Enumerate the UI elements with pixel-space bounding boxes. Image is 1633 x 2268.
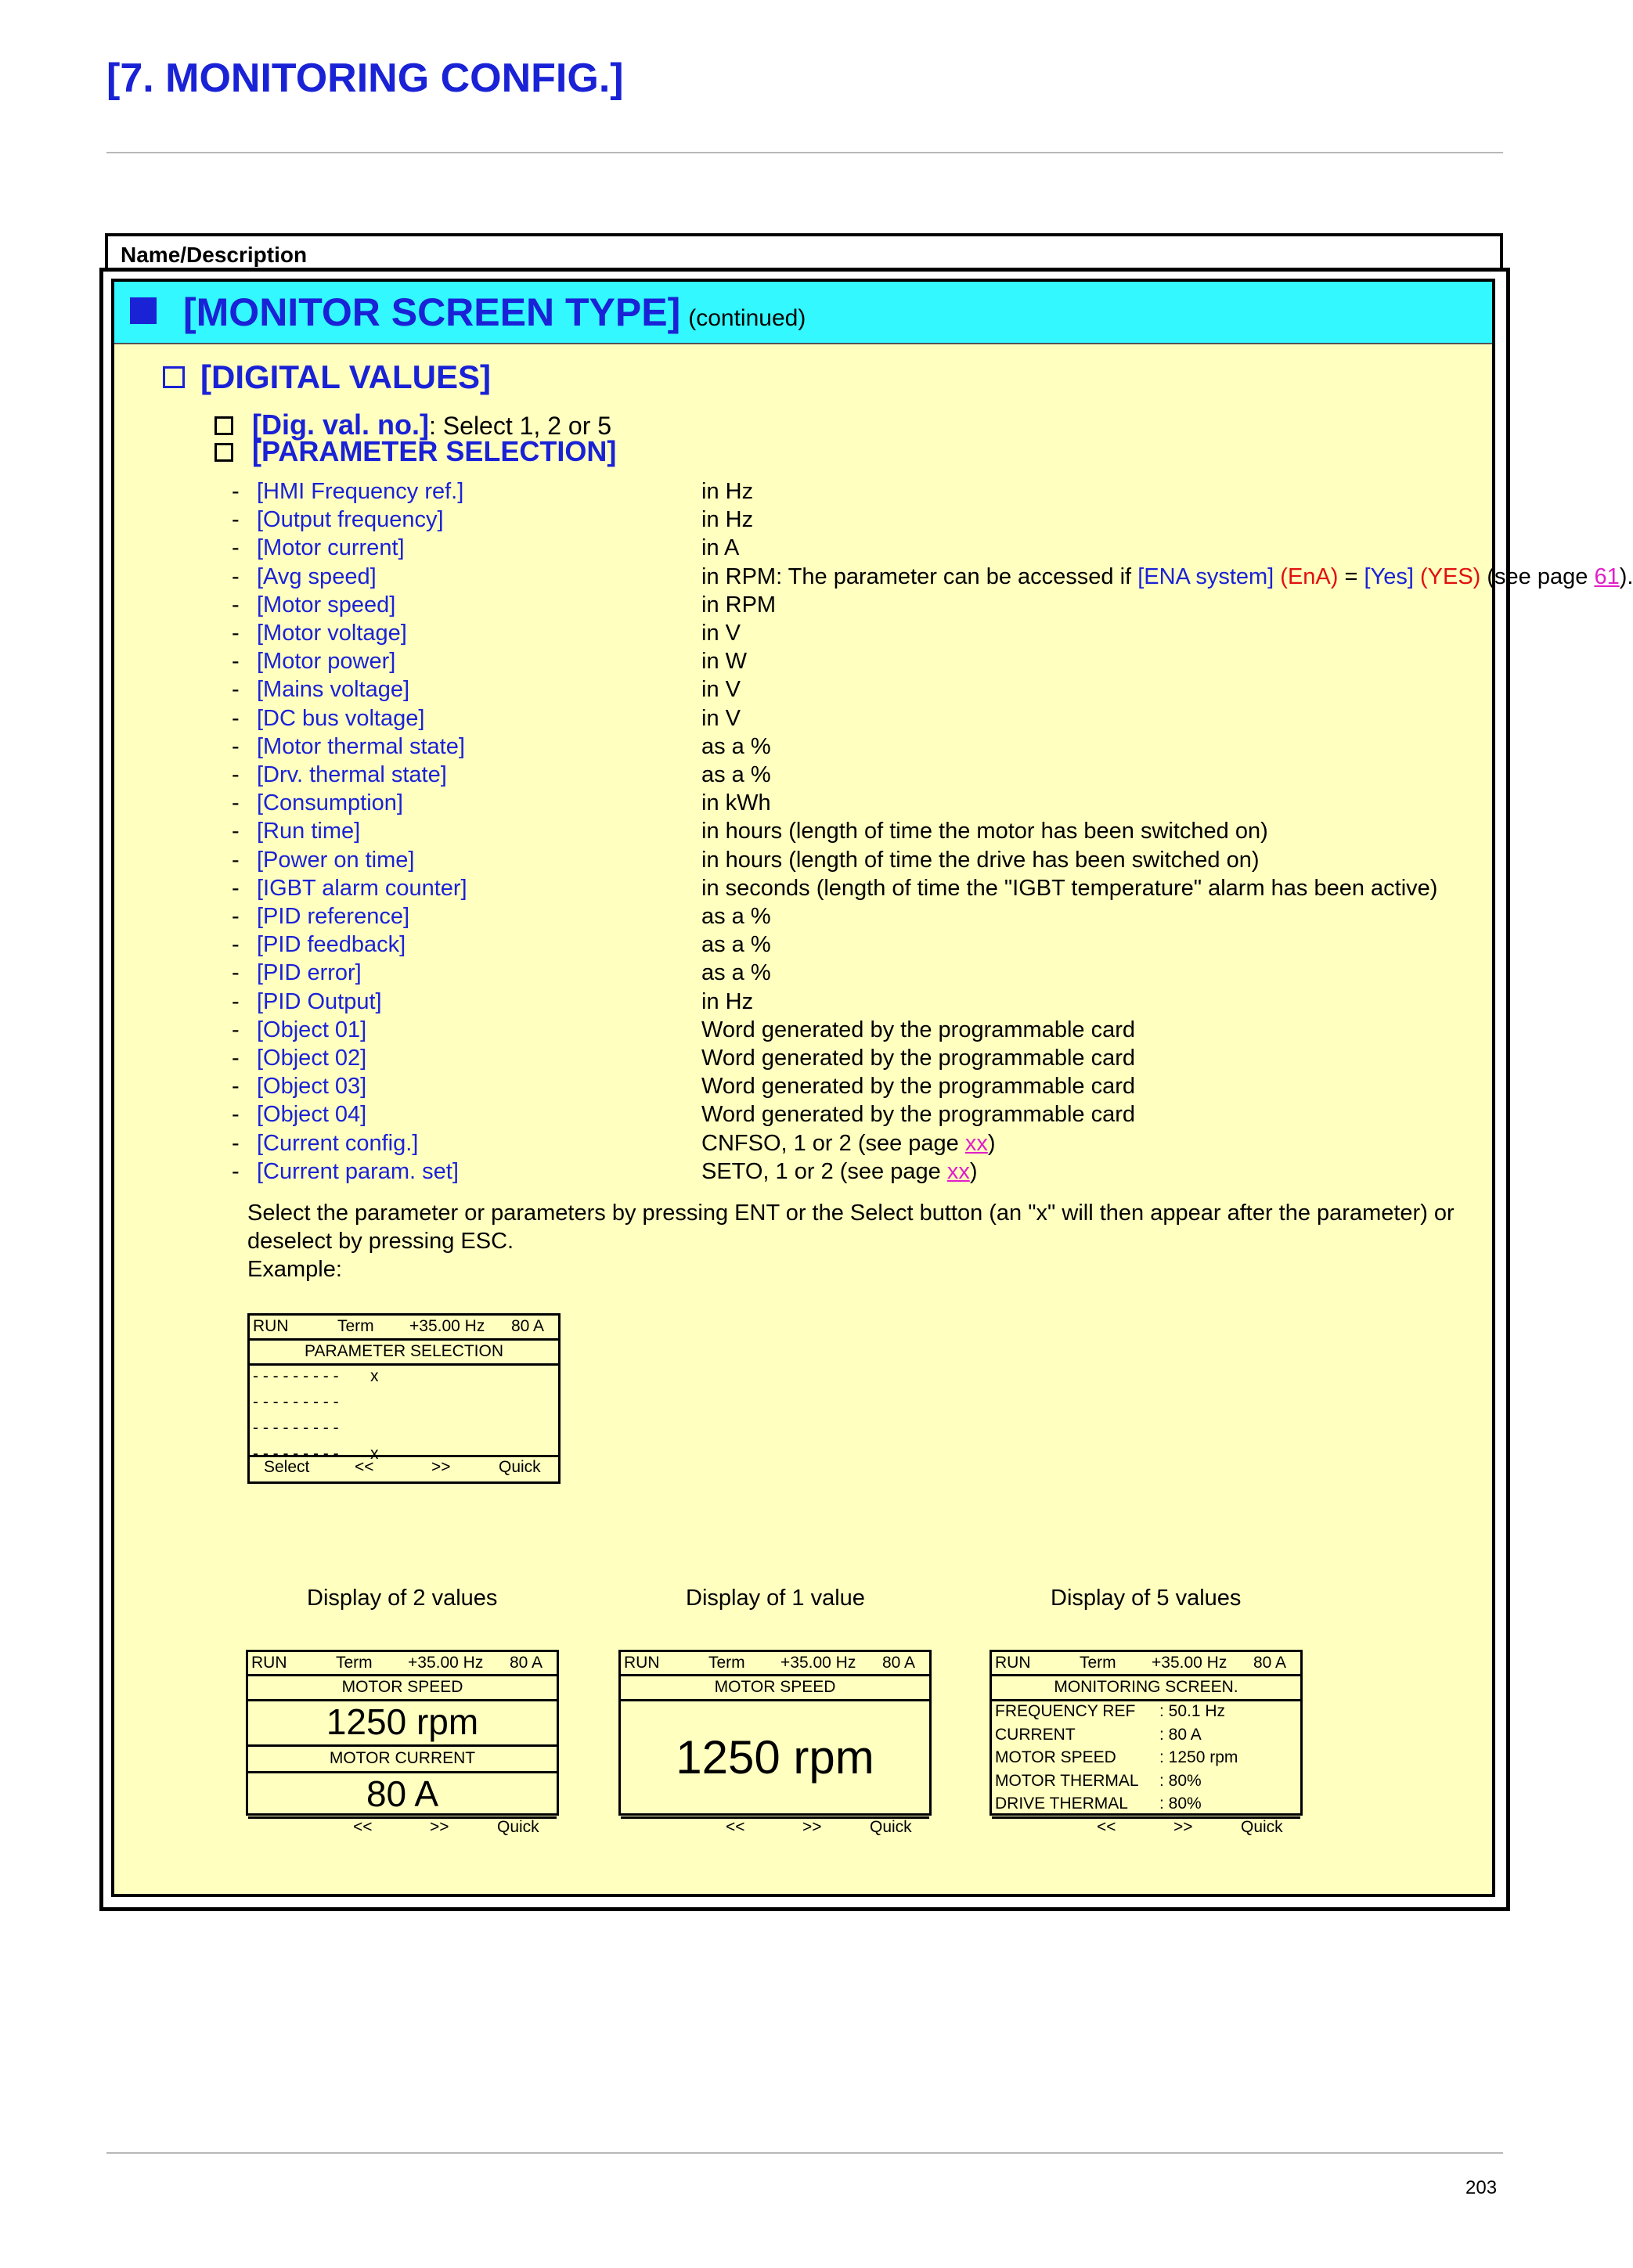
- page-link[interactable]: xx: [946, 1158, 970, 1184]
- subsection-title: [163, 358, 491, 396]
- parameter-name: [IGBT alarm counter]: [257, 875, 467, 901]
- display-divider: [992, 1674, 1300, 1676]
- description-text: in W: [701, 649, 747, 675]
- section-title: [183, 290, 806, 335]
- value-code: (YES): [1420, 563, 1481, 589]
- row-dash: -: [232, 1130, 240, 1156]
- next-softkey[interactable]: >>: [802, 1818, 822, 1836]
- parameter-name: [Mains voltage]: [257, 677, 410, 703]
- parameter-description: [701, 706, 741, 732]
- description-text: in seconds (length of time the "IGBT temperature" alarm has been active): [701, 875, 1438, 901]
- parameter-description: [701, 819, 1268, 844]
- display-term: Term: [337, 1317, 374, 1335]
- checkbox-icon: [214, 443, 233, 462]
- description-text: Word generated by the programmable card: [701, 1102, 1135, 1128]
- description-text: SETO, 1 or 2 (see page: [701, 1158, 947, 1184]
- next-softkey[interactable]: >>: [431, 1458, 451, 1476]
- description-text: in kWh: [701, 790, 771, 816]
- parameter-name: [Object 03]: [257, 1074, 367, 1100]
- parameter-name: [Object 04]: [257, 1102, 367, 1128]
- page-title: [7. MONITORING CONFIG.]: [106, 56, 624, 101]
- description-text: Word generated by the programmable card: [701, 1046, 1135, 1071]
- square-bullet-icon: [130, 297, 157, 324]
- closing-text: ): [969, 1158, 978, 1184]
- row-dash: -: [232, 988, 240, 1014]
- display-freq: +35.00 Hz: [408, 1654, 484, 1672]
- display-divider: [248, 1744, 557, 1747]
- display-amps: 80 A: [882, 1654, 916, 1672]
- closing-text: ).: [1619, 563, 1633, 589]
- monitor-label: MOTOR THERMAL: [995, 1771, 1139, 1790]
- row-dash: -: [232, 790, 240, 816]
- description-text: as a %: [701, 733, 771, 759]
- monitor-value: : 80 A: [1159, 1725, 1202, 1744]
- parameter-description: [701, 1131, 996, 1157]
- parameter-name: [Motor voltage]: [257, 621, 407, 646]
- value-readout: 80 A: [366, 1773, 439, 1814]
- row-dash: -: [232, 875, 240, 901]
- display-run: RUN: [624, 1654, 660, 1672]
- parameter-description: [701, 1074, 1135, 1100]
- parameter-name: [Output frequency]: [257, 507, 444, 533]
- row-dash: -: [232, 563, 240, 589]
- parameter-name: [PID Output]: [257, 988, 382, 1014]
- parameter-code: (EnA): [1280, 563, 1339, 589]
- quick-softkey[interactable]: Quick: [497, 1818, 539, 1836]
- instructions-example-label: Example:: [247, 1257, 342, 1282]
- parameter-name: [Object 01]: [257, 1017, 367, 1042]
- monitor-value: : 50.1 Hz: [1159, 1702, 1226, 1720]
- display-run: RUN: [995, 1654, 1031, 1672]
- parameter-name: [Current config.]: [257, 1130, 419, 1156]
- value-label: MOTOR SPEED: [714, 1678, 836, 1696]
- monitor-value: : 80%: [1159, 1795, 1202, 1813]
- description-text: as a %: [701, 904, 771, 929]
- parameter-name: [Avg speed]: [257, 563, 377, 589]
- row-dash: -: [232, 847, 240, 873]
- parameter-description: [701, 762, 771, 788]
- row-dash: -: [232, 677, 240, 703]
- display-divider: [992, 1699, 1300, 1701]
- parameter-description: [701, 621, 741, 646]
- monitor-label: FREQUENCY REF: [995, 1702, 1136, 1720]
- parameter-description: [701, 960, 771, 986]
- quick-softkey[interactable]: Quick: [870, 1818, 912, 1836]
- page-link[interactable]: xx: [964, 1130, 988, 1156]
- row-dash: -: [232, 904, 240, 929]
- parameter-description: [701, 848, 1260, 873]
- page-number: 203: [1465, 2177, 1498, 2198]
- parameter-name: [Current param. set]: [257, 1158, 459, 1184]
- value-readout: 1250 rpm: [326, 1701, 479, 1742]
- prev-softkey[interactable]: <<: [726, 1818, 745, 1836]
- prev-softkey[interactable]: <<: [353, 1818, 373, 1836]
- parameter-name: [PID reference]: [257, 904, 410, 929]
- monitor-label: DRIVE THERMAL: [995, 1795, 1128, 1813]
- description-text: in Hz: [701, 988, 754, 1014]
- option-name: [Dig. val. no.]: [252, 409, 430, 441]
- row-dash: -: [232, 960, 240, 986]
- display-divider: [621, 1699, 929, 1701]
- display-freq: +35.00 Hz: [780, 1654, 856, 1672]
- row-dash: -: [232, 1074, 240, 1100]
- description-text: in hours (length of time the motor has been switched on): [701, 819, 1268, 844]
- selected-mark: x: [370, 1367, 379, 1385]
- display-list-item: - - - - - - - - -: [253, 1367, 339, 1385]
- parameter-name: [Object 02]: [257, 1046, 367, 1071]
- description-text: in V: [701, 621, 741, 646]
- prev-softkey[interactable]: <<: [355, 1458, 374, 1476]
- parameter-description: [701, 592, 776, 618]
- parameter-description: [701, 790, 771, 816]
- display-divider: [621, 1674, 929, 1676]
- row-dash: -: [232, 479, 240, 504]
- parameter-description: [701, 1159, 977, 1185]
- display-divider: [250, 1455, 558, 1457]
- display-five-values: [990, 1650, 1303, 1836]
- caption-one-value: Display of 1 value: [686, 1586, 865, 1611]
- monitor-value: : 1250 rpm: [1159, 1748, 1238, 1766]
- display-term: Term: [336, 1654, 373, 1672]
- closing-text: ): [987, 1130, 996, 1156]
- value-ref: [Yes]: [1364, 563, 1414, 589]
- table-header-label: Name/Description: [121, 243, 308, 267]
- parameter-description: [701, 989, 753, 1015]
- equals-text: =: [1338, 563, 1364, 589]
- row-dash: -: [232, 1017, 240, 1042]
- row-dash: -: [232, 705, 240, 731]
- table-header: [105, 233, 1503, 269]
- display-list-item: - - - - - - - - -: [253, 1419, 339, 1437]
- description-text: as a %: [701, 762, 771, 787]
- parameter-description: [701, 904, 771, 930]
- display-title: PARAMETER SELECTION: [305, 1342, 503, 1360]
- display-amps: 80 A: [511, 1317, 545, 1335]
- select-softkey[interactable]: Select: [264, 1458, 310, 1476]
- value-label: MOTOR SPEED: [341, 1678, 463, 1696]
- checkbox-bullet-icon: [163, 366, 185, 388]
- row-dash: -: [232, 819, 240, 844]
- display-list-item: - - - - - - - - -: [253, 1393, 339, 1411]
- row-dash: -: [232, 1158, 240, 1184]
- monitor-label: CURRENT: [995, 1725, 1076, 1744]
- parameter-description: [701, 734, 771, 760]
- display-freq: +35.00 Hz: [409, 1317, 485, 1335]
- parameter-name: [Drv. thermal state]: [257, 762, 447, 787]
- caption-two-values: Display of 2 values: [307, 1586, 498, 1611]
- row-dash: -: [232, 762, 240, 787]
- parameter-name: [PID error]: [257, 960, 362, 986]
- display-title: MONITORING SCREEN.: [1054, 1678, 1238, 1696]
- parameter-name: [HMI Frequency ref.]: [257, 479, 464, 504]
- description-text: in V: [701, 677, 741, 703]
- option-text: : Select 1, 2 or 5: [429, 412, 612, 440]
- description-text: in RPM: [701, 592, 777, 617]
- next-softkey[interactable]: >>: [430, 1818, 449, 1836]
- parameter-name: [Consumption]: [257, 790, 403, 816]
- display-term: Term: [708, 1654, 745, 1672]
- description-text: CNFSO, 1 or 2 (see page: [701, 1130, 965, 1156]
- description-text: in Hz: [701, 507, 754, 533]
- value-label: MOTOR CURRENT: [329, 1749, 476, 1767]
- display-list-item: - - - - - - - - -: [253, 1445, 339, 1463]
- row-dash: -: [232, 1102, 240, 1128]
- display-one-value: [618, 1650, 932, 1836]
- display-term: Term: [1080, 1654, 1116, 1672]
- row-dash: -: [232, 649, 240, 675]
- description-text: Word generated by the programmable card: [701, 1017, 1135, 1042]
- row-dash: -: [232, 592, 240, 617]
- description-panel: [111, 279, 1633, 1897]
- parameter-description: [701, 1017, 1135, 1043]
- value-readout: 1250 rpm: [676, 1731, 874, 1784]
- row-dash: -: [232, 507, 240, 533]
- row-dash: -: [232, 1046, 240, 1071]
- space: [1414, 564, 1420, 589]
- parameter-name: [Motor power]: [257, 649, 396, 675]
- display-run: RUN: [253, 1317, 289, 1335]
- row-dash: -: [232, 733, 240, 759]
- description-text: as a %: [701, 932, 771, 958]
- parameter-description: [701, 876, 1437, 902]
- description-text: as a %: [701, 960, 771, 986]
- parameter-description: [701, 649, 747, 675]
- continued-note: (continued): [688, 305, 806, 331]
- parameter-name: [Power on time]: [257, 847, 415, 873]
- display-divider: [248, 1674, 557, 1676]
- parameter-ref: [ENA system]: [1137, 563, 1274, 589]
- display-divider: [250, 1338, 558, 1341]
- header-divider: [106, 152, 1503, 153]
- row-dash: -: [232, 932, 240, 958]
- prev-softkey[interactable]: <<: [1097, 1818, 1116, 1836]
- row-dash: -: [232, 621, 240, 646]
- parameter-description: [701, 1102, 1135, 1128]
- checkbox-icon: [214, 416, 233, 435]
- example-display: [247, 1313, 561, 1484]
- display-amps: 80 A: [1253, 1654, 1287, 1672]
- parameter-description: [701, 479, 753, 505]
- monitor-value: : 80%: [1159, 1771, 1202, 1790]
- parameter-name: [Motor current]: [257, 535, 405, 561]
- description-text: Word generated by the programmable card: [701, 1074, 1135, 1100]
- parameter-description: [701, 535, 739, 561]
- parameter-name: [PID feedback]: [257, 932, 406, 958]
- section-header: [114, 282, 1492, 344]
- next-softkey[interactable]: >>: [1173, 1818, 1193, 1836]
- instructions: [247, 1199, 1469, 1283]
- quick-softkey[interactable]: Quick: [1241, 1818, 1283, 1836]
- description-text: in Hz: [701, 479, 754, 504]
- section-title-text: [MONITOR SCREEN TYPE]: [183, 290, 681, 334]
- caption-five-values: Display of 5 values: [1051, 1586, 1242, 1611]
- quick-softkey[interactable]: Quick: [499, 1458, 541, 1476]
- footer-divider: [106, 2152, 1503, 2154]
- parameter-name: [Motor thermal state]: [257, 733, 465, 759]
- parameter-name: [Motor speed]: [257, 592, 396, 617]
- display-two-values: [246, 1650, 559, 1836]
- option-name: [PARAMETER SELECTION]: [252, 435, 617, 467]
- parameter-description: [701, 932, 771, 958]
- description-text: in RPM: The parameter can be accessed if: [701, 563, 1138, 589]
- parameter-description: [701, 677, 741, 703]
- parameter-description: [701, 1046, 1135, 1071]
- instructions-text: Select the parameter or parameters by pressing ENT or the Select button (an "x" will then appear after the parameter) or deselect by pressing ESC.: [247, 1201, 1455, 1254]
- parameter-name: [DC bus voltage]: [257, 705, 425, 731]
- option-parameter-selection: [214, 435, 616, 468]
- parameter-description: [701, 564, 1633, 590]
- see-page-text: (see page: [1480, 563, 1595, 589]
- display-freq: +35.00 Hz: [1152, 1654, 1227, 1672]
- description-text: in hours (length of time the drive has been switched on): [701, 847, 1260, 873]
- selected-mark: x: [370, 1445, 379, 1463]
- display-divider: [250, 1363, 558, 1366]
- parameter-name: [Run time]: [257, 819, 361, 844]
- parameter-description: [701, 507, 753, 533]
- monitor-label: MOTOR SPEED: [995, 1748, 1116, 1766]
- subsection-title-text: [DIGITAL VALUES]: [200, 358, 491, 395]
- page-link[interactable]: 61: [1594, 563, 1620, 589]
- description-text: in V: [701, 705, 741, 731]
- display-run: RUN: [251, 1654, 287, 1672]
- display-amps: 80 A: [510, 1654, 543, 1672]
- description-text: in A: [701, 535, 740, 561]
- row-dash: -: [232, 535, 240, 561]
